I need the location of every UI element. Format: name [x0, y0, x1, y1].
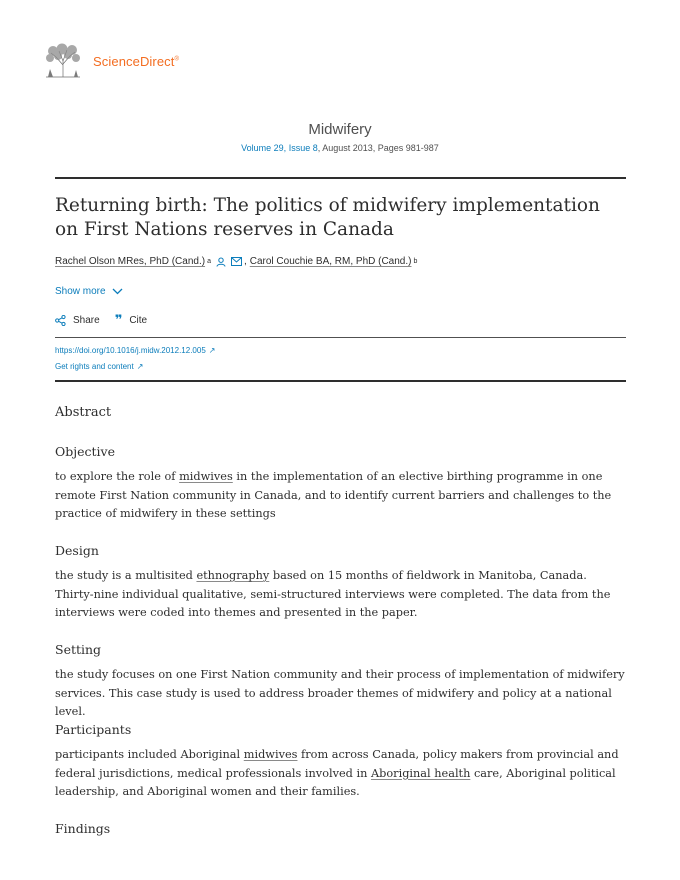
- issue-line: [0, 143, 680, 153]
- author-name[interactable]: Rachel Olson MRes, PhD (Cand.): [55, 256, 206, 267]
- cite-label: Cite: [129, 315, 148, 326]
- section-heading-design: Design: [55, 543, 99, 558]
- rights-link-text: Get rights and content: [55, 362, 134, 371]
- quote-icon: ❞: [114, 312, 123, 328]
- author-list: [55, 256, 417, 267]
- volume-issue-link[interactable]: Volume 29, Issue 8: [241, 143, 318, 153]
- article-actions: [55, 312, 162, 328]
- share-icon: [55, 315, 66, 326]
- section-heading-objective: Objective: [55, 444, 116, 459]
- rights-link[interactable]: [55, 362, 143, 371]
- links-divider: [55, 380, 626, 382]
- paragraph-text: care, Aboriginal political leadership, and Aboriginal women and their families.: [55, 766, 616, 799]
- doi-link[interactable]: [55, 346, 215, 355]
- paragraph-text: to explore the role of: [55, 470, 180, 483]
- section-text-setting: [55, 666, 625, 722]
- section-heading-participants: Participants: [55, 722, 132, 737]
- keyword-link[interactable]: Aboriginal health: [370, 766, 471, 780]
- section-heading-setting: Setting: [55, 642, 102, 657]
- paragraph-text: the study is a multisited: [55, 569, 197, 582]
- paragraph-text: the study focuses on one First Nation community and their process of implementation of midwifery services. This case study is used to address broader themes of midwifery and policy at a national level.: [55, 668, 625, 719]
- paragraph-text: participants included Aboriginal: [55, 748, 244, 761]
- article-title: Returning birth: The politics of midwifery implementation on First Nations reserves in Canada: [55, 195, 600, 240]
- abstract-heading: Abstract: [55, 405, 112, 420]
- keyword-link[interactable]: midwives: [179, 470, 233, 483]
- cite-button[interactable]: [114, 312, 148, 328]
- chevron-down-icon: [112, 288, 123, 295]
- actions-divider: [55, 337, 626, 338]
- paragraph-text: in the implementation of an elective birthing programme in one remote First Nation community in Canada, and to identify current barriers and challenges to the practice of midwifery in these settings: [55, 470, 612, 521]
- section-text-participants: [55, 746, 625, 802]
- external-link-icon: ↗: [136, 362, 144, 371]
- issue-date-pages: , August 2013, Pages 981-987: [317, 143, 439, 153]
- section-text-design: [55, 567, 625, 623]
- elsevier-tree-logo[interactable]: [43, 43, 83, 79]
- paragraph-text: based on 15 months of fieldwork in Manitoba, Canada. Thirty-nine individual qualitative, semi-structured interviews were completed. The data from the interviews were coded into themes and presented in the paper.: [55, 569, 611, 620]
- keyword-link[interactable]: ethnography: [196, 569, 270, 582]
- share-label: Share: [73, 315, 100, 326]
- journal-name[interactable]: Midwifery: [308, 121, 372, 138]
- author-separator: ,: [243, 256, 247, 267]
- author-affiliation-mark[interactable]: b: [413, 258, 418, 265]
- show-more-button[interactable]: [55, 286, 123, 297]
- brand-wordmark[interactable]: ScienceDirect®: [93, 53, 180, 69]
- section-heading-findings: Findings: [55, 821, 111, 836]
- share-button[interactable]: [55, 315, 100, 326]
- section-text-objective: [55, 468, 625, 524]
- external-link-icon: ↗: [208, 346, 216, 355]
- person-icon[interactable]: [216, 257, 226, 267]
- author-name[interactable]: Carol Couchie BA, RM, PhD (Cand.): [249, 256, 412, 267]
- keyword-link[interactable]: midwives: [243, 748, 298, 761]
- header-divider: [55, 177, 626, 179]
- author-affiliation-mark[interactable]: a: [207, 258, 211, 265]
- envelope-icon[interactable]: [231, 257, 242, 266]
- show-more-label: Show more: [55, 286, 106, 297]
- paragraph-text: from across Canada, policy makers from provincial and federal jurisdictions, medical professionals involved in: [55, 748, 619, 780]
- doi-link-text: https://doi.org/10.1016/j.midw.2012.12.005: [55, 346, 206, 355]
- site-header: [43, 43, 179, 79]
